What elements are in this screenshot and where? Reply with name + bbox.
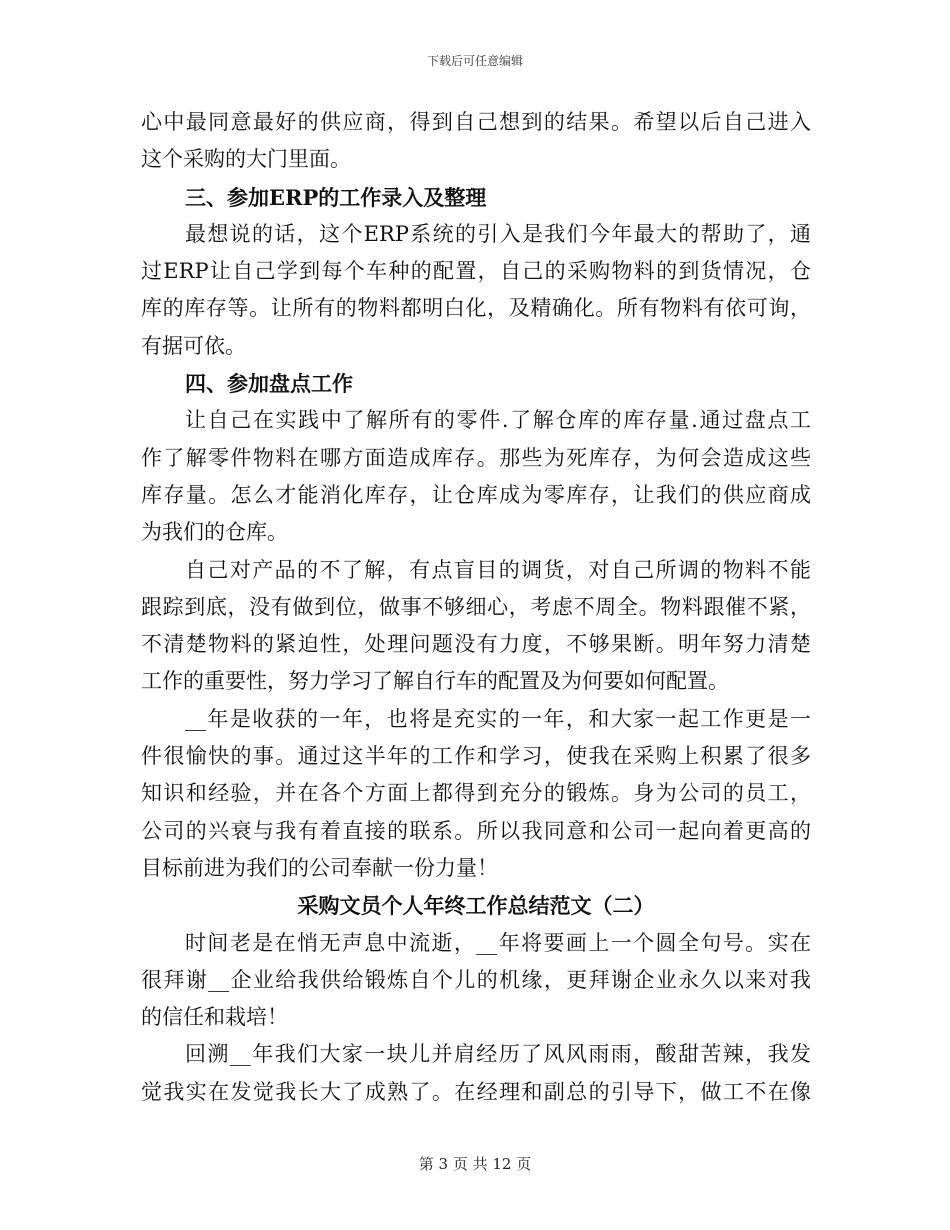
paragraph-line: 自己对产品的不了解，有点盲目的调货，对自己所调的物料不能 (185, 557, 811, 582)
paragraph-line: 时间老是在悄无声息中流逝，__年将要画上一个圆全句号。实在 (185, 930, 811, 955)
paragraph-line: 最想说的话，这个ERP系统的引入是我们今年最大的帮助了，通 (185, 221, 811, 246)
paragraph-line: 回溯__年我们大家一块儿并肩经历了风风雨雨，酸甜苦辣，我发 (185, 1042, 811, 1067)
section-heading: 三、参加ERP的工作录入及整理 (185, 184, 487, 210)
paragraph-line: 工作的重要性，努力学习了解自行车的配置及为何要如何配置。 (141, 669, 729, 694)
paragraph-line: 过ERP让自己学到每个车种的配置，自己的采购物料的到货情况，仓 (141, 259, 811, 284)
paragraph-line: 件很愉快的事。通过这半年的工作和学习，使我在采购上积累了很多 (141, 744, 811, 769)
paragraph-line: 心中最同意最好的供应商，得到自己想到的结果。希望以后自己进入 (141, 110, 811, 134)
paragraph-line: __年是收获的一年，也将是充实的一年，和大家一起工作更是一 (185, 706, 811, 731)
page-number: 第 3 页 共 12 页 (418, 1155, 532, 1173)
paragraph-line: 这个采购的大门里面。 (141, 147, 351, 172)
paragraph-line: 的信任和栽培！ (141, 1005, 288, 1030)
paragraph-line: 跟踪到底，没有做到位，做事不够细心，考虑不周全。物料跟催不紧， (141, 594, 811, 619)
document-body (141, 104, 811, 1111)
paragraph-line: 不清楚物料的紧迫性，处理问题没有力度，不够果断。明年努力清楚 (141, 632, 811, 657)
paragraph-line: 很拜谢__企业给我供给锻炼自个儿的机缘，更拜谢企业永久以来对我 (141, 967, 811, 992)
paragraph-line: 目标前进为我们的公司奉献一份力量！ (141, 855, 498, 880)
section-heading: 四、参加盘点工作 (185, 371, 353, 397)
paragraph-line: 让自己在实践中了解所有的零件.了解仓库的库存量.通过盘点工 (185, 408, 811, 433)
paragraph-line: 公司的兴衰与我有着直接的联系。所以我同意和公司一起向着更高的 (141, 818, 811, 843)
header-note: 下载后可任意编辑 (426, 54, 523, 68)
paragraph-line: 作了解零件物料在哪方面造成库存。那些为死库存，为何会造成这些 (141, 445, 811, 470)
paragraph-line: 库存量。怎么才能消化库存，让仓库成为零库存，让我们的供应商成 (141, 482, 811, 507)
paragraph-line: 库的库存等。让所有的物料都明白化，及精确化。所有物料有依可询， (141, 296, 811, 321)
paragraph-line: 有据可依。 (141, 333, 246, 358)
paragraph-line: 觉我实在发觉我长大了成熟了。在经理和副总的引导下，做工不在像 (141, 1079, 811, 1104)
article-title: 采购文员个人年终工作总结范文（二） (297, 893, 655, 919)
paragraph-line: 为我们的仓库。 (141, 520, 288, 545)
paragraph-line: 知识和经验，并在各个方面上都得到充分的锻炼。身为公司的员工， (141, 781, 811, 806)
